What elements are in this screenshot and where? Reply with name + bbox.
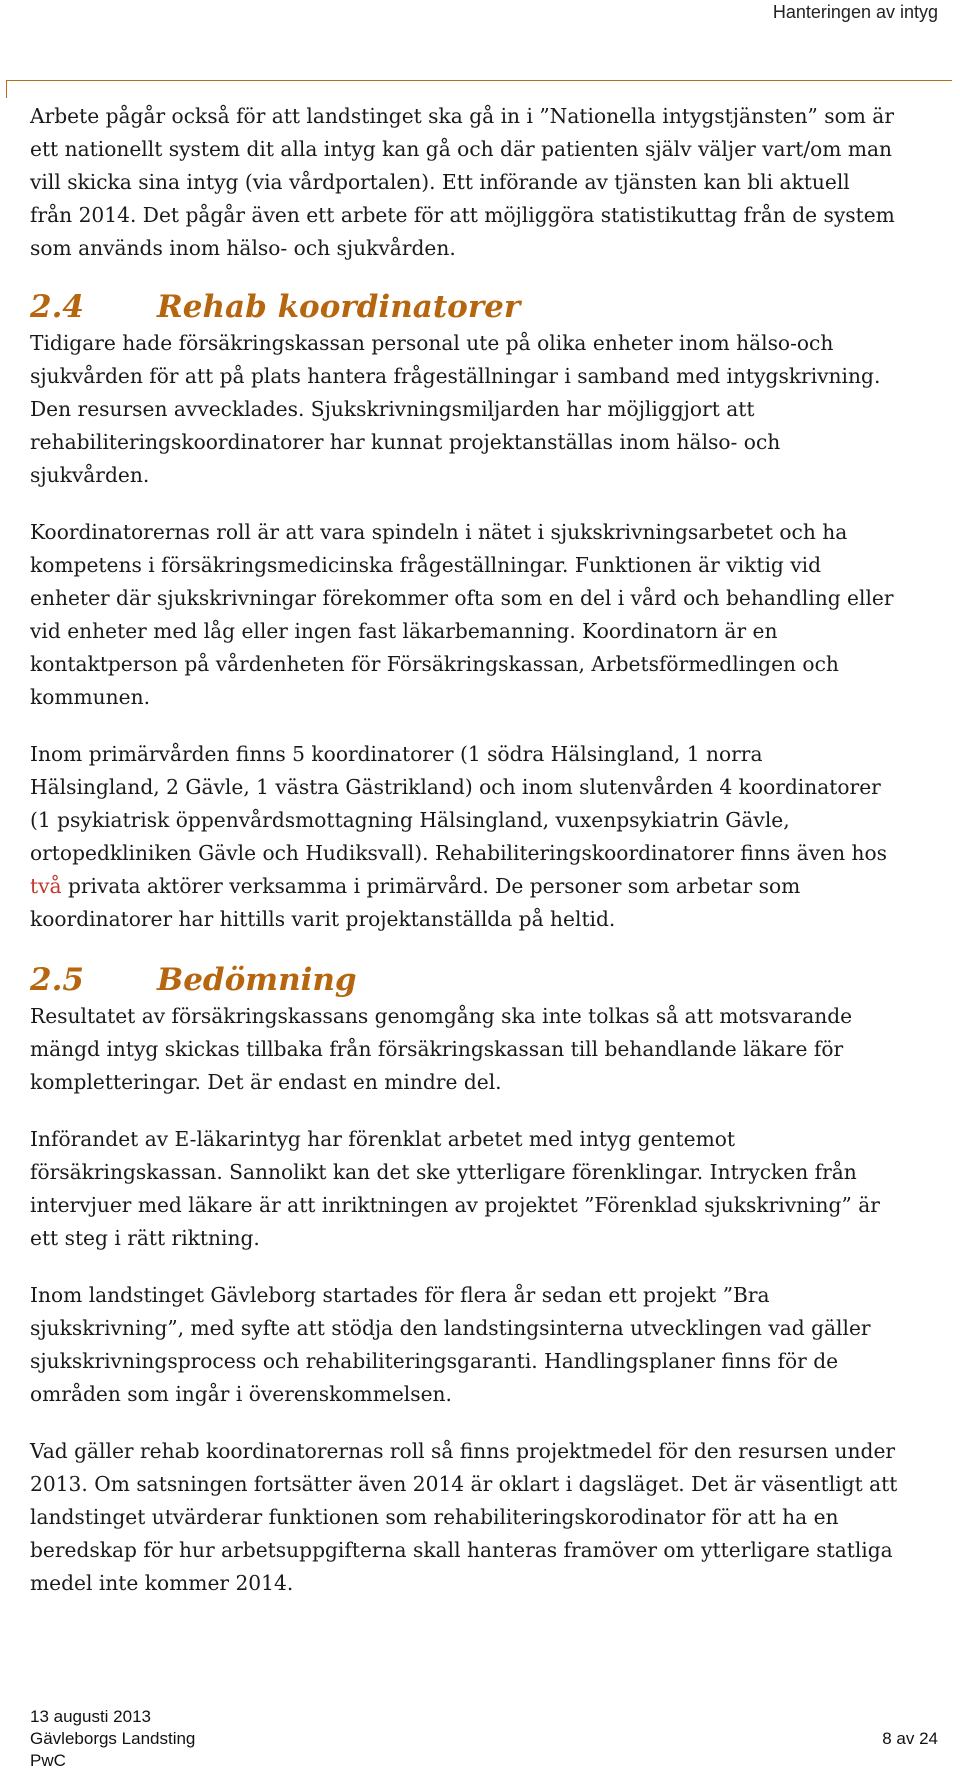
text-line: enheter där sjukskrivningar förekommer ofta som en del i vård och behandling eller bbox=[30, 586, 894, 610]
text-line: Koordinatorernas roll är att vara spindeln i nätet i sjukskrivningsarbetet och ha bbox=[30, 520, 848, 544]
text-line: Hälsingland, 2 Gävle, 1 västra Gästrikland) och inom slutenvården 4 koordinatorer bbox=[30, 775, 881, 799]
footer-organization: Gävleborgs Landsting bbox=[30, 1729, 196, 1748]
text-line: kompetens i försäkringsmedicinska frågeställningar. Funktionen är viktig vid bbox=[30, 553, 822, 577]
text-line: Införandet av E-läkarintyg har förenklat arbetet med intyg gentemot bbox=[30, 1127, 736, 1151]
text-line: som används inom hälso- och sjukvården. bbox=[30, 236, 456, 260]
text-line: kontaktperson på vårdenheten för Försäkringskassan, Arbetsförmedlingen och bbox=[30, 652, 839, 676]
header-rule-corner bbox=[6, 80, 7, 98]
paragraph bbox=[30, 516, 960, 714]
text-line: försäkringskassan. Sannolikt kan det ske ytterligare förenklingar. Intrycken från bbox=[30, 1160, 857, 1184]
text-line: Inom primärvården finns 5 koordinatorer (1 södra Hälsingland, 1 norra bbox=[30, 742, 763, 766]
highlighted-word: två bbox=[30, 874, 62, 898]
text-line: rehabiliteringskoordinatorer har kunnat projektanställas inom hälso- och bbox=[30, 430, 781, 454]
text-line: ett nationellt system dit alla intyg kan gå och där patienten själv väljer vart/om man bbox=[30, 137, 893, 161]
running-header: Hanteringen av intyg bbox=[772, 2, 938, 22]
text-line: Tidigare hade försäkringskassan personal ute på olika enheter inom hälso-och bbox=[30, 331, 834, 355]
text-line: ortopedkliniken Gävle och Hudiksvall). Rehabiliteringskoordinatorer finns även hos bbox=[30, 841, 888, 865]
text-line: 2013. Om satsningen fortsätter även 2014 är oklart i dagsläget. Det är väsentligt att bbox=[30, 1472, 898, 1496]
text-line: sjukskrivningsprocess och rehabiliteringsgaranti. Handlingsplaner finns för de bbox=[30, 1349, 839, 1373]
text-line: områden som ingår i överenskommelsen. bbox=[30, 1382, 452, 1406]
page-number: 8 av 24 bbox=[882, 1729, 938, 1748]
page-footer bbox=[30, 1706, 195, 1772]
text-line: sjukvården. bbox=[30, 463, 150, 487]
document-body bbox=[30, 100, 960, 1600]
text-line: kompletteringar. Det är endast en mindre del. bbox=[30, 1070, 502, 1094]
text-line: sjukskrivning”, med syfte att stödja den landstingsinterna utvecklingen vad gäller bbox=[30, 1316, 871, 1340]
text-line: från 2014. Det pågår även ett arbete för att möjliggöra statistikuttag från de system bbox=[30, 203, 895, 227]
section-number: 2.4 bbox=[30, 289, 84, 325]
text-line: Den resursen avvecklades. Sjukskrivningsmiljarden har möjliggjort att bbox=[30, 397, 755, 421]
section-title: Bedömning bbox=[157, 962, 357, 998]
section-heading-2-4 bbox=[30, 287, 960, 327]
text-line bbox=[30, 870, 960, 903]
footer-date: 13 augusti 2013 bbox=[30, 1707, 151, 1726]
text-line: (1 psykiatrisk öppenvårdsmottagning Hälsingland, vuxenpsykiatrin Gävle, bbox=[30, 808, 790, 832]
header-rule bbox=[6, 80, 952, 81]
text-line: koordinatorer har hittills varit projektanställda på heltid. bbox=[30, 907, 616, 931]
paragraph bbox=[30, 738, 960, 936]
text-line: ett steg i rätt riktning. bbox=[30, 1226, 260, 1250]
text-line: Vad gäller rehab koordinatorernas roll så finns projektmedel för den resursen under bbox=[30, 1439, 896, 1463]
paragraph bbox=[30, 1123, 960, 1255]
intro-paragraph bbox=[30, 100, 960, 265]
text-line: landstinget utvärderar funktionen som rehabiliteringskorodinator för att ha en bbox=[30, 1505, 839, 1529]
section-heading-2-5 bbox=[30, 960, 960, 1000]
text-line: Inom landstinget Gävleborg startades för flera år sedan ett projekt ”Bra bbox=[30, 1283, 770, 1307]
section-title: Rehab koordinatorer bbox=[157, 289, 521, 325]
text-line: medel inte kommer 2014. bbox=[30, 1571, 294, 1595]
footer-firm: PwC bbox=[30, 1751, 66, 1770]
text-line: Arbete pågår också för att landstinget ska gå in i ”Nationella intygstjänsten” som är bbox=[30, 104, 894, 128]
text-line: beredskap för hur arbetsuppgifterna skall hanteras framöver om ytterligare statliga bbox=[30, 1538, 893, 1562]
paragraph bbox=[30, 1279, 960, 1411]
text-line: kommunen. bbox=[30, 685, 151, 709]
paragraph bbox=[30, 1000, 960, 1099]
paragraph bbox=[30, 327, 960, 492]
text-line: sjukvården för att på plats hantera frågeställningar i samband med intygskrivning. bbox=[30, 364, 881, 388]
text-line: intervjuer med läkare är att inriktningen av projektet ”Förenklad sjukskrivning” är bbox=[30, 1193, 880, 1217]
paragraph bbox=[30, 1435, 960, 1600]
section-number: 2.5 bbox=[30, 962, 84, 998]
text-line: Resultatet av försäkringskassans genomgång ska inte tolkas så att motsvarande bbox=[30, 1004, 853, 1028]
text-fragment: privata aktörer verksamma i primärvård. De personer som arbetar som bbox=[61, 874, 801, 898]
text-line: vill skicka sina intyg (via vårdportalen). Ett införande av tjänsten kan bli aktuell bbox=[30, 170, 850, 194]
text-line: vid enheter med låg eller ingen fast läkarbemanning. Koordinatorn är en bbox=[30, 619, 778, 643]
text-line: mängd intyg skickas tillbaka från försäkringskassan till behandlande läkare för bbox=[30, 1037, 844, 1061]
